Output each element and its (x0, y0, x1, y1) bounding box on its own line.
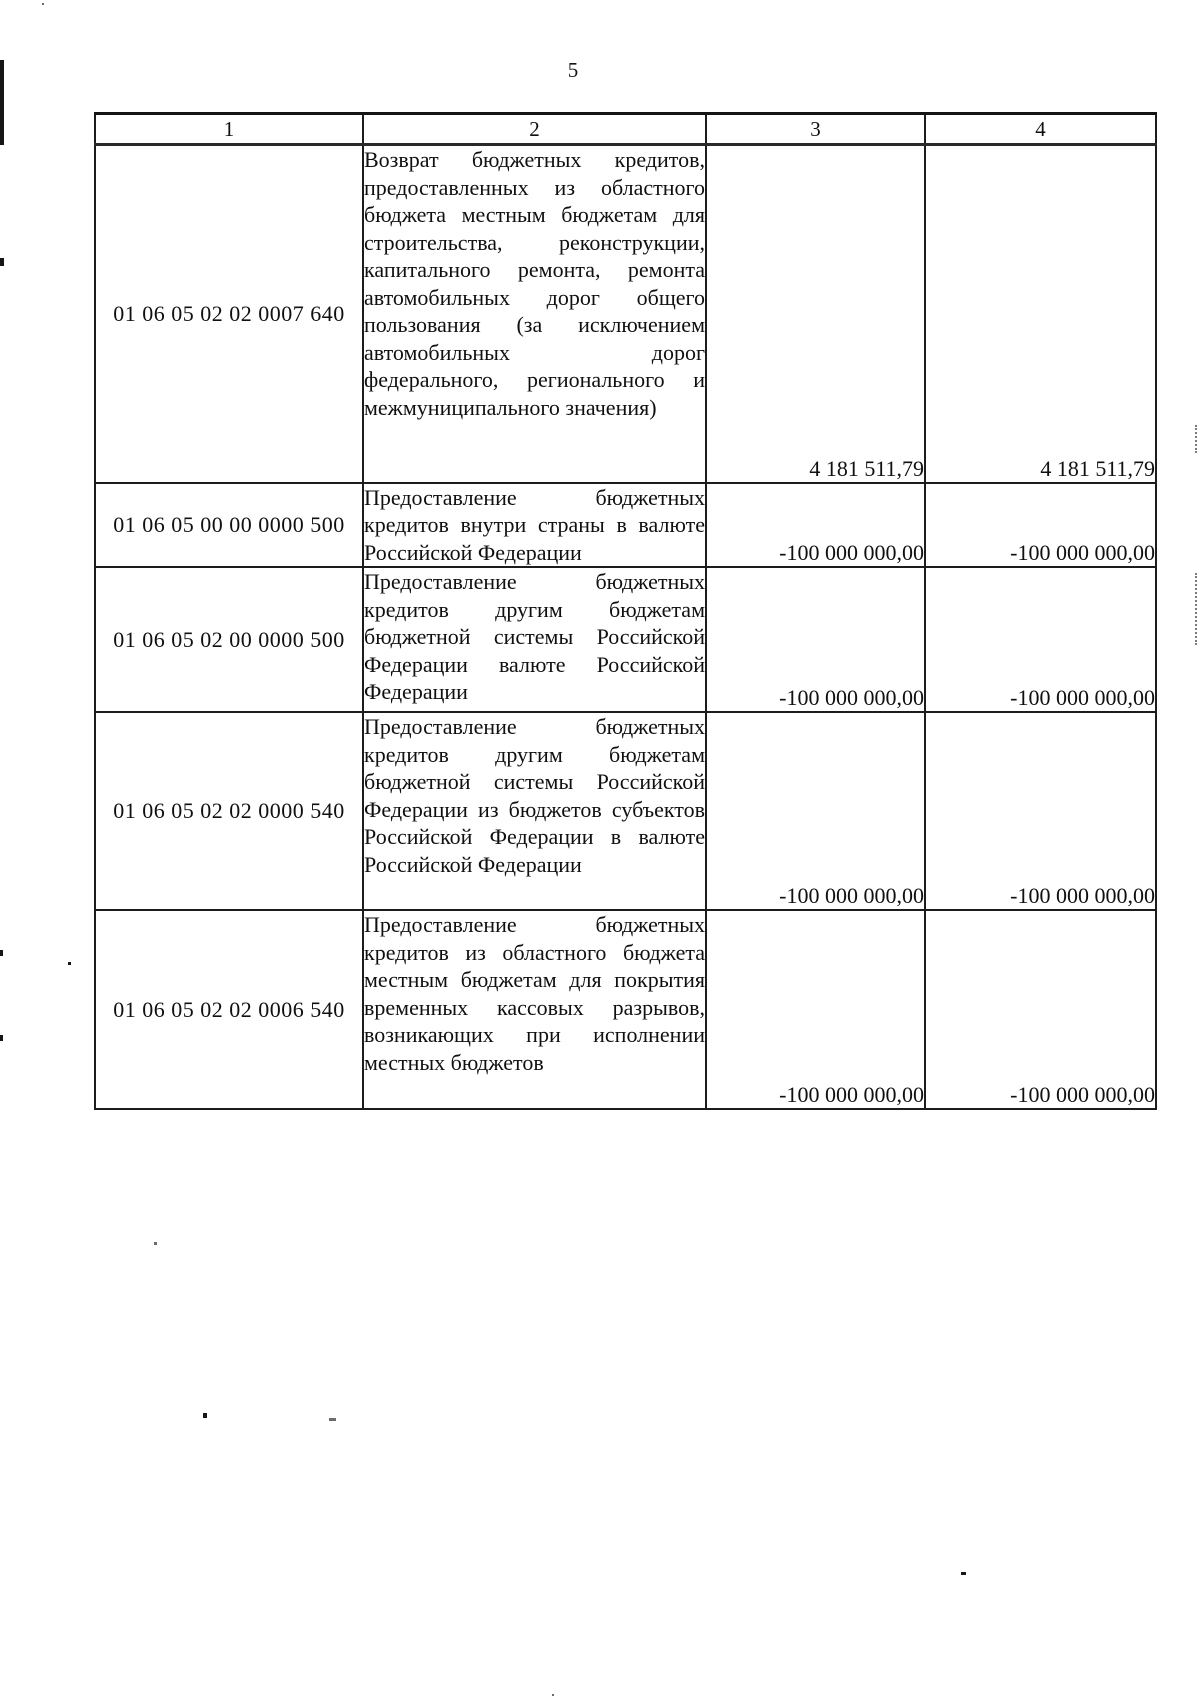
amount-col4: -100 000 000,00 (925, 910, 1156, 1109)
budget-code: 01 06 05 02 02 0007 640 (95, 145, 363, 483)
col-header-3: 3 (706, 114, 925, 145)
amount-col4: 4 181 511,79 (925, 145, 1156, 483)
table-row (95, 567, 1156, 712)
budget-code: 01 06 05 02 02 0000 540 (95, 712, 363, 910)
col-header-2: 2 (363, 114, 706, 145)
scan-artifact (0, 258, 4, 266)
table-row (95, 145, 1156, 483)
page-number: 5 (567, 58, 579, 82)
row-description: Предоставление бюджетных кредитов другим бюджетам бюджетной системы Российской Федерации из бюджетов субъектов Российской Федерации в валюте Российской Федерации (363, 712, 706, 910)
scan-artifact (0, 950, 3, 956)
row-description: Предоставление бюджетных кредитов из областного бюджета местным бюджетам для покрытия временных кассовых разрывов, возникающих при исполнении местных бюджетов (363, 910, 706, 1109)
scan-artifact (961, 1572, 966, 1575)
scan-artifact (1195, 425, 1199, 453)
table-header-row (95, 114, 1156, 145)
amount-col4: -100 000 000,00 (925, 712, 1156, 910)
budget-code: 01 06 05 02 00 0000 500 (95, 567, 363, 712)
amount-col3: 4 181 511,79 (706, 145, 925, 483)
table-row (95, 483, 1156, 568)
row-description: Возврат бюджетных кредитов, предоставленных из областного бюджета местным бюджетам для строительства, реконструкции, капитального ремонта, ремонта автомобильных дорог общего пользования (за исключением автомобильных дорог федерального, регионального и межмуниципального значения) (363, 145, 706, 483)
col-header-4: 4 (925, 114, 1156, 145)
amount-col3: -100 000 000,00 (706, 567, 925, 712)
amount-col4: -100 000 000,00 (925, 567, 1156, 712)
scan-artifact (154, 1242, 157, 1245)
scan-artifact (42, 3, 44, 5)
scan-artifact (68, 962, 71, 965)
budget-code: 01 06 05 02 02 0006 540 (95, 910, 363, 1109)
row-description: Предоставление бюджетных кредитов внутри страны в валюте Российской Федерации (363, 483, 706, 568)
table-row (95, 712, 1156, 910)
scan-artifact (329, 1418, 336, 1421)
col-header-1: 1 (95, 114, 363, 145)
scan-artifact (1195, 573, 1199, 645)
scan-artifact (0, 60, 4, 145)
amount-col4: -100 000 000,00 (925, 483, 1156, 568)
scan-artifact (552, 1694, 554, 1696)
row-description: Предоставление бюджетных кредитов другим бюджетам бюджетной системы Российской Федерации валюте Российской Федерации (363, 567, 706, 712)
budget-table (94, 112, 1157, 1110)
table-row (95, 910, 1156, 1109)
amount-col3: -100 000 000,00 (706, 712, 925, 910)
amount-col3: -100 000 000,00 (706, 483, 925, 568)
scan-artifact (203, 1413, 207, 1418)
budget-code: 01 06 05 00 00 0000 500 (95, 483, 363, 568)
amount-col3: -100 000 000,00 (706, 910, 925, 1109)
scan-artifact (0, 1035, 3, 1041)
